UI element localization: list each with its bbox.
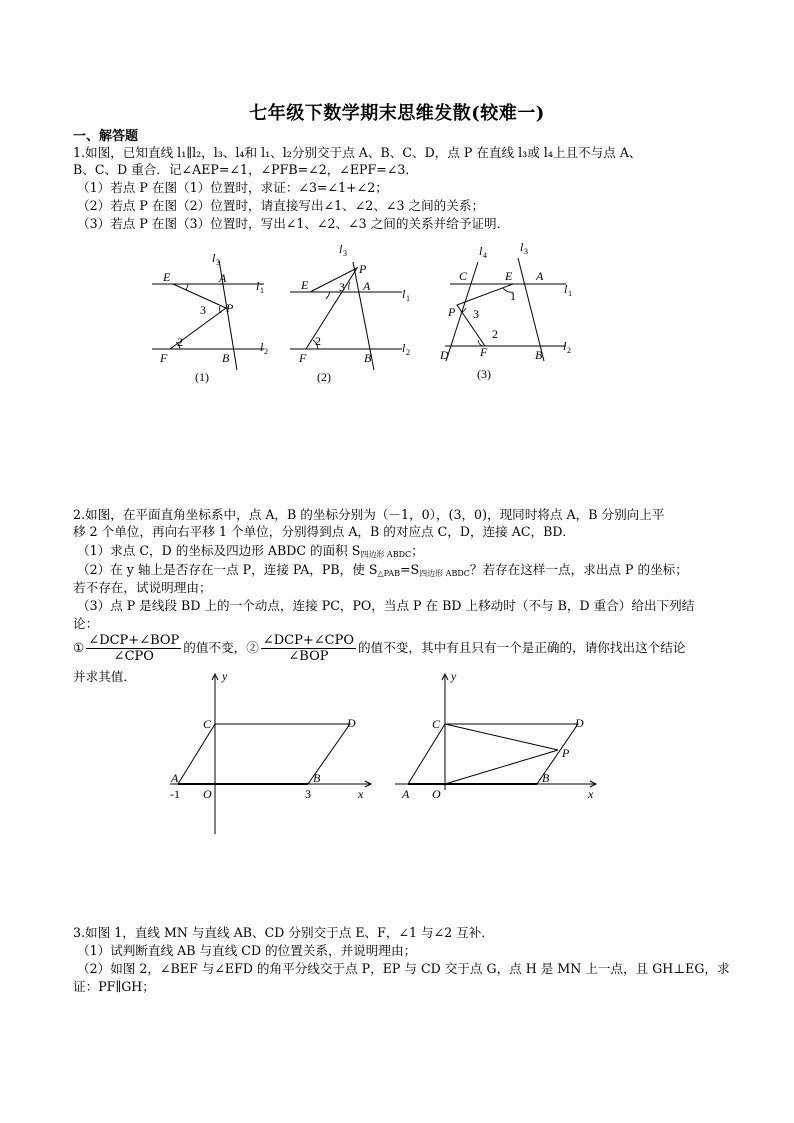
- fig1-label-l1: l: [256, 279, 260, 293]
- q2-fraction-1: [86, 633, 181, 664]
- fig1-label-l3-sub: 3: [216, 258, 220, 267]
- q1-part3: （3）若点 P 在图（3）位置时，写出∠1、∠2、∠3 之间的关系并给予证明．: [77, 216, 510, 231]
- fig1-label-l3: l: [212, 251, 216, 265]
- page-title: 七年级下数学期末思维发散(较难一): [249, 103, 545, 124]
- fig1-caption: (1): [195, 370, 209, 384]
- fig4-label-3: 3: [305, 787, 311, 801]
- fig3-label-C: C: [459, 269, 468, 283]
- fig3-caption: (3): [477, 367, 491, 381]
- q2-fraction-1-den: ∠CPO: [113, 649, 154, 664]
- fig2-label-l2: l: [402, 341, 406, 355]
- fig4-label-B: B: [313, 771, 321, 785]
- fig4-label-neg1: -1: [170, 787, 180, 801]
- q1-part1: （1）若点 P 在图（1）位置时，求证：∠3=∠1+∠2；: [77, 180, 388, 195]
- q3-part2: （2）如图 2，∠BEF 与∠EFD 的角平分线交于点 P，EP 与 CD 交于点 G，点 H 是 MN 上一点，且 GH⊥EG，求: [77, 961, 730, 976]
- fig3-label-l3-sub: 3: [524, 247, 528, 256]
- fig3-label-l1: l: [564, 282, 568, 296]
- fig4-label-D: D: [347, 716, 356, 730]
- q3-part2-line2: 证：PF∥GH；: [73, 979, 155, 994]
- q1-line2: B、C、D 重合．记∠AEP=∠1，∠PFB=∠2，∠EPF=∠3．: [73, 162, 418, 177]
- q2-part1-text: （1）求点 C，D 的坐标及四边形 ABDC 的面积 S: [77, 543, 361, 558]
- fig2-label-l2-sub: 2: [406, 348, 410, 357]
- q2-part3-line1: （3）点 P 是线段 BD 上的一个动点，连接 PC，PO，当点 P 在 BD 上移动时（不与 B，D 重合）给出下列结: [77, 598, 695, 613]
- fig2-label-A: A: [363, 279, 371, 293]
- fig3-label-P: P: [448, 305, 456, 319]
- fig2-label-2: 2: [315, 334, 321, 348]
- fig2-label-l1: l: [402, 287, 406, 301]
- fig4-label-O: O: [203, 787, 212, 801]
- fig5-label-A: A: [402, 787, 410, 801]
- fig1-label-l2-sub: 2: [264, 347, 268, 356]
- q1-part2: （2）若点 P 在图（2）位置时，请直接写出∠1、∠2、∠3 之间的关系；: [77, 198, 485, 213]
- fig1-label-l2: l: [260, 340, 264, 354]
- fig5-label-P: P: [562, 746, 570, 760]
- fig3-label-A: A: [536, 269, 544, 283]
- q2-fraction-2-den: ∠BOP: [288, 649, 329, 664]
- q3-line1: 3.如图 1，直线 MN 与直线 AB、CD 分别交于点 E、F，∠1 与∠2 互补．: [73, 925, 494, 940]
- fig3-label-1: 1: [510, 289, 516, 303]
- q2-part2-sub2: 四边形 ABDC: [419, 569, 470, 578]
- fig1-label-P: P: [226, 301, 234, 315]
- q2-last-line: 并求其值．: [73, 669, 136, 684]
- fig3-label-l3: l: [520, 240, 524, 254]
- q2-option-mid: 的值不变，②: [183, 640, 259, 655]
- fig2-label-l3-sub: 3: [343, 249, 347, 258]
- fig2-label-3: 3: [339, 280, 345, 294]
- q2-line1: 2.如图，在平面直角坐标系中，点 A，B 的坐标分别为（－1，0），(3，0)，现同时将点 A，B 分别向上平: [73, 507, 665, 522]
- q2-part1-end: ；: [411, 543, 424, 558]
- fig5-label-D: D: [575, 716, 584, 730]
- fig5-label-y: y: [451, 669, 457, 683]
- fig1-label-A: A: [219, 271, 227, 285]
- fig2-label-E: E: [301, 278, 309, 292]
- q2-line2: 移 2 个单位，再向右平移 1 个单位，分别得到点 A，B 的对应点 C，D，连接 AC，BD．: [73, 524, 576, 539]
- fig3-label-E: E: [505, 269, 513, 283]
- fig3-label-2: 2: [492, 327, 498, 341]
- fig3-label-D: D: [440, 348, 449, 362]
- fig1-label-F: F: [160, 351, 168, 365]
- q2-part1: [77, 543, 424, 563]
- fig4-label-y: y: [222, 669, 228, 683]
- fig3-label-l4: l: [479, 244, 483, 258]
- q2-options: [73, 633, 685, 664]
- fig2-label-l3: l: [339, 242, 343, 256]
- q2-part2-line2: 若不存在，试说明理由；: [73, 580, 212, 595]
- q3-part1: （1）试判断直线 AB 与直线 CD 的位置关系，并说明理由；: [77, 943, 417, 958]
- fig1-label-l1-sub: 1: [260, 286, 264, 295]
- fig3-label-B: B: [535, 348, 543, 362]
- q2-fraction-1-num: ∠DCP+∠BOP: [88, 633, 180, 648]
- q2-fraction-2: [261, 633, 356, 664]
- fig3-label-F: F: [480, 345, 488, 359]
- fig4-label-A: A: [171, 771, 179, 785]
- fig3-label-3: 3: [473, 307, 479, 321]
- q2-part1-sub: 四边形 ABDC: [360, 550, 412, 559]
- fig5-label-B: B: [542, 771, 550, 785]
- fig1-label-2: 2: [177, 335, 183, 349]
- q1-figures: [140, 238, 590, 388]
- fig2-caption: (2): [317, 370, 331, 384]
- q2-part2-text-b: =S: [399, 562, 420, 577]
- q2-option1-mark: ①: [73, 640, 85, 655]
- fig2-label-P: P: [359, 262, 367, 276]
- fig1-label-3: 3: [200, 303, 206, 317]
- q2-part2-text-a: （2）在 y 轴上是否存在一点 P，连接 PA，PB，使 S: [77, 562, 378, 577]
- fig1-label-B: B: [222, 351, 230, 365]
- q2-fraction-2-num: ∠DCP+∠CPO: [262, 633, 355, 648]
- fig5-label-x: x: [588, 787, 594, 801]
- fig3-label-l2-sub: 2: [567, 346, 571, 355]
- section-heading: 一、解答题: [73, 129, 139, 144]
- fig5-label-O: O: [432, 787, 441, 801]
- fig3-label-l2: l: [563, 339, 567, 353]
- fig2-label-l1-sub: 1: [406, 294, 410, 303]
- q2-option-tail: 的值不变，其中有且只有一个是正确的，请你找出这个结论: [358, 640, 686, 655]
- fig1-label-E: E: [163, 270, 171, 284]
- q2-part3-line2: 论：: [73, 616, 99, 631]
- fig2-label-B: B: [364, 351, 372, 365]
- fig3-label-l1-sub: 1: [568, 289, 572, 298]
- fig4-label-C: C: [203, 717, 212, 731]
- fig2-label-F: F: [299, 351, 307, 365]
- fig3-label-l4-sub: 4: [483, 251, 487, 260]
- q1-line1: 1.如图，已知直线 l₁∥l₂，l₃、l₄和 l₁、l₂分别交于点 A、B、C、D，点 P 在直线 l₃或 l₄上且不与点 A、: [73, 145, 642, 160]
- q2-part2-text-c: ？若存在这样一点，求出点 P 的坐标；: [469, 562, 688, 577]
- fig5-label-C: C: [432, 717, 441, 731]
- q2-part2: [77, 562, 688, 582]
- q2-figures: [160, 668, 610, 838]
- q2-part2-sub1: △PAB: [377, 569, 400, 578]
- fig4-label-x: x: [358, 787, 364, 801]
